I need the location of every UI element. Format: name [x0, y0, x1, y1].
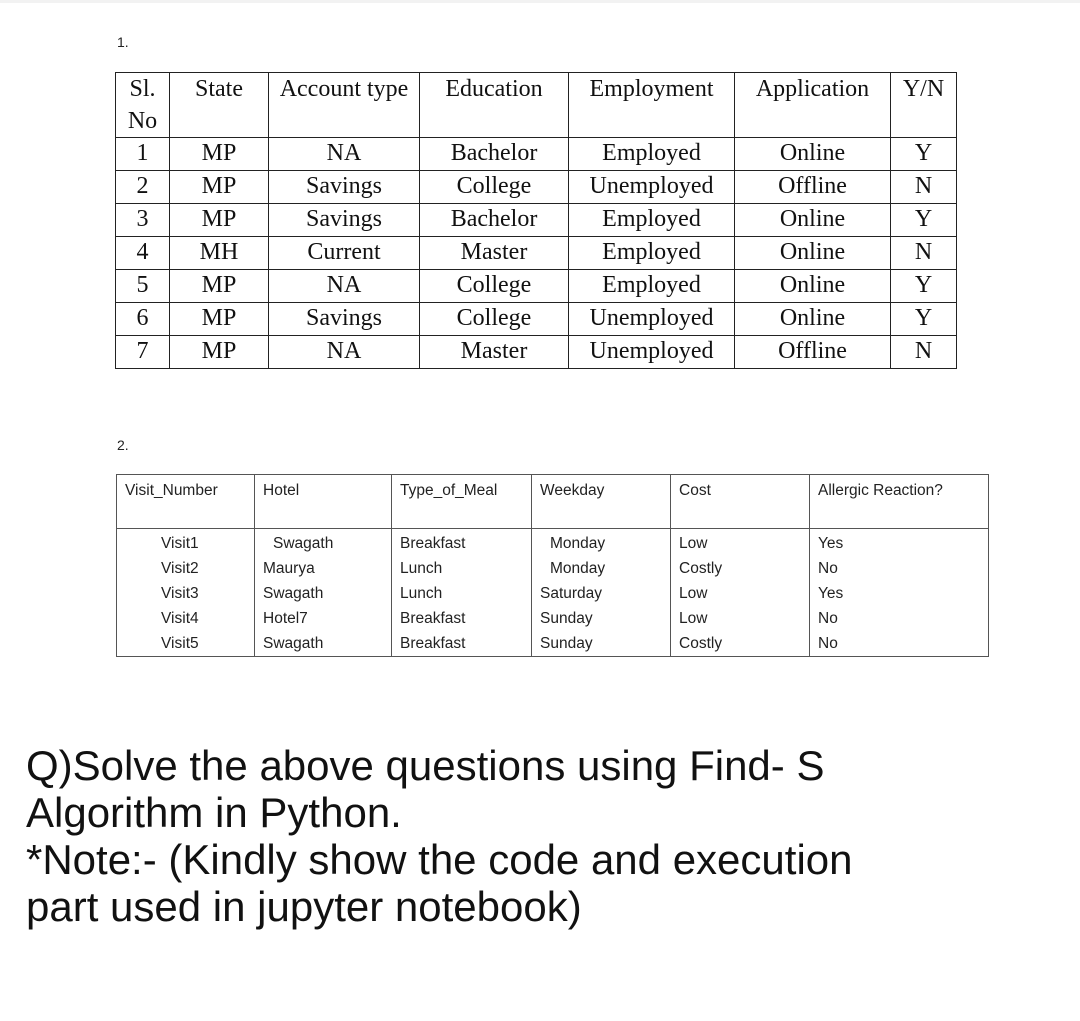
cell: Yes [810, 529, 989, 557]
cell: 4 [116, 237, 170, 270]
cell: Employed [569, 204, 735, 237]
cell: Employed [569, 138, 735, 171]
cell: Savings [269, 171, 420, 204]
cell: Online [735, 303, 891, 336]
cell: MH [170, 237, 269, 270]
cell: MP [170, 204, 269, 237]
cell: Unemployed [569, 171, 735, 204]
header-state: State [170, 73, 269, 138]
header-employment: Employment [569, 73, 735, 138]
cell: Visit4 [117, 606, 255, 631]
cell: Visit5 [117, 631, 255, 657]
table-row [116, 204, 957, 237]
cell: Sunday [532, 606, 671, 631]
question-line: *Note:- (Kindly show the code and execution [26, 836, 853, 883]
cell: Breakfast [392, 606, 532, 631]
cell: Y [891, 138, 957, 171]
header-visit-number: Visit_Number [117, 475, 255, 529]
cell: Online [735, 138, 891, 171]
cell: Online [735, 237, 891, 270]
cell: Visit3 [117, 581, 255, 606]
cell: Y [891, 204, 957, 237]
cell: Lunch [392, 581, 532, 606]
header-type-of-meal: Type_of_Meal [392, 475, 532, 529]
cell: Sunday [532, 631, 671, 657]
cell: Y [891, 303, 957, 336]
cell: MP [170, 138, 269, 171]
cell: No [810, 556, 989, 581]
header-account-type: Account type [269, 73, 420, 138]
cell: 2 [116, 171, 170, 204]
cell: 1 [116, 138, 170, 171]
header-application: Application [735, 73, 891, 138]
table-row [116, 237, 957, 270]
cell: Hotel7 [255, 606, 392, 631]
cell: 5 [116, 270, 170, 303]
table-row [117, 581, 989, 606]
section-1-number: 1. [117, 34, 129, 50]
cell: NA [269, 138, 420, 171]
cell: MP [170, 303, 269, 336]
cell: Swagath [255, 529, 392, 557]
header-cost: Cost [671, 475, 810, 529]
table-row [116, 171, 957, 204]
cell: N [891, 237, 957, 270]
question-line: Q)Solve the above questions using Find- S [26, 742, 825, 789]
cell: Online [735, 270, 891, 303]
cell: Unemployed [569, 303, 735, 336]
cell: Master [420, 336, 569, 369]
cell: Low [671, 606, 810, 631]
cell: Employed [569, 237, 735, 270]
question-text [26, 742, 1066, 930]
cell: Low [671, 529, 810, 557]
cell: MP [170, 336, 269, 369]
cell: Offline [735, 336, 891, 369]
cell: 7 [116, 336, 170, 369]
cell: MP [170, 270, 269, 303]
header-weekday: Weekday [532, 475, 671, 529]
cell: No [810, 606, 989, 631]
cell: MP [170, 171, 269, 204]
header-education: Education [420, 73, 569, 138]
cell: College [420, 270, 569, 303]
cell: Master [420, 237, 569, 270]
cell: No [810, 631, 989, 657]
hotel-visits-table [116, 474, 989, 657]
table-header-row [116, 73, 957, 138]
cell: Y [891, 270, 957, 303]
question-line: part used in jupyter notebook) [26, 883, 582, 930]
cell: Breakfast [392, 529, 532, 557]
table-row [117, 529, 989, 557]
cell: Savings [269, 204, 420, 237]
cell: College [420, 171, 569, 204]
cell: Current [269, 237, 420, 270]
cell: Visit1 [117, 529, 255, 557]
cell: Monday [532, 556, 671, 581]
top-divider [0, 0, 1080, 3]
cell: Monday [532, 529, 671, 557]
cell: Offline [735, 171, 891, 204]
header-sl-no: Sl. No [116, 73, 170, 138]
cell: Unemployed [569, 336, 735, 369]
cell: Savings [269, 303, 420, 336]
cell: Costly [671, 556, 810, 581]
cell: Lunch [392, 556, 532, 581]
header-allergic-reaction: Allergic Reaction? [810, 475, 989, 529]
cell: Breakfast [392, 631, 532, 657]
table-header-row [117, 475, 989, 529]
table-row [116, 303, 957, 336]
table-row [116, 336, 957, 369]
cell: Bachelor [420, 204, 569, 237]
table-row [117, 606, 989, 631]
table-row [117, 631, 989, 657]
cell: NA [269, 270, 420, 303]
cell: Costly [671, 631, 810, 657]
cell: Visit2 [117, 556, 255, 581]
cell: Employed [569, 270, 735, 303]
loan-data-table [115, 72, 957, 369]
cell: Low [671, 581, 810, 606]
cell: N [891, 336, 957, 369]
cell: Saturday [532, 581, 671, 606]
cell: Swagath [255, 631, 392, 657]
cell: 6 [116, 303, 170, 336]
cell: Yes [810, 581, 989, 606]
cell: N [891, 171, 957, 204]
header-yn: Y/N [891, 73, 957, 138]
table-row [116, 138, 957, 171]
header-hotel: Hotel [255, 475, 392, 529]
cell: Maurya [255, 556, 392, 581]
cell: Swagath [255, 581, 392, 606]
cell: 3 [116, 204, 170, 237]
section-2-number: 2. [117, 437, 129, 453]
question-line: Algorithm in Python. [26, 789, 402, 836]
cell: Bachelor [420, 138, 569, 171]
cell: NA [269, 336, 420, 369]
table-row [117, 556, 989, 581]
table-row [116, 270, 957, 303]
cell: Online [735, 204, 891, 237]
cell: College [420, 303, 569, 336]
